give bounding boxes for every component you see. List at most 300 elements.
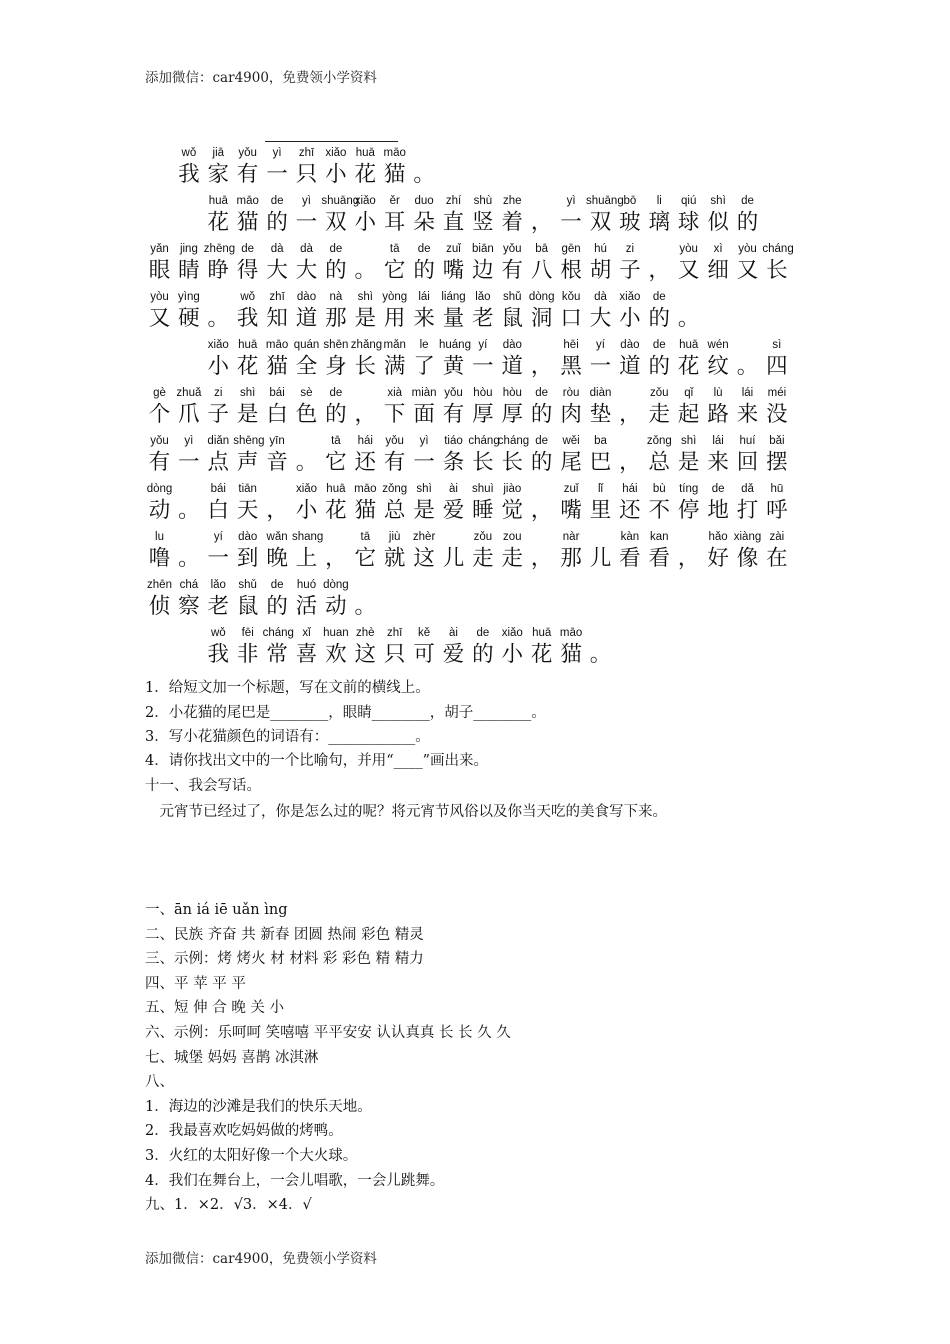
pinyin: duo [414, 195, 434, 207]
page-header: 添加微信：car4900，免费领小学资料 [145, 70, 377, 86]
char-cell [233, 482, 262, 525]
hanzi: 竖 [472, 210, 494, 235]
char-cell [204, 434, 233, 477]
pinyin: shì [416, 483, 432, 495]
hanzi: 有 [501, 258, 524, 283]
pinyin: gēn [561, 243, 581, 255]
char-cell [263, 194, 292, 237]
hanzi: 走 [501, 546, 524, 571]
char-cell [733, 482, 762, 525]
char-cell [233, 434, 265, 477]
pinyin [174, 530, 203, 545]
hanzi: 长 [501, 450, 524, 475]
pinyin: zǒng [382, 483, 408, 495]
hanzi: 大 [295, 258, 318, 283]
hanzi: 老 [472, 306, 494, 331]
char-cell [615, 290, 644, 333]
hanzi: 八 [530, 258, 553, 283]
char-cell [233, 626, 262, 669]
pinyin: dào [238, 531, 258, 543]
char-cell [439, 530, 468, 573]
hanzi: 猫 [354, 498, 377, 523]
char-cell [204, 290, 233, 333]
char-cell [321, 194, 360, 237]
hanzi: ， [530, 354, 553, 379]
hanzi: 下 [383, 402, 406, 427]
hanzi: 花 [677, 354, 700, 379]
hanzi: 根 [560, 258, 582, 283]
pinyin: zài [769, 531, 785, 543]
char-cell [351, 146, 380, 189]
char-cell [145, 482, 174, 525]
pinyin: kan [650, 531, 669, 543]
pinyin: xì [713, 243, 723, 255]
char-cell [351, 194, 380, 237]
char-cell [557, 482, 586, 525]
pinyin: xiǎo [295, 483, 318, 495]
hanzi: 花 [354, 162, 377, 187]
pinyin: zou [503, 531, 522, 543]
char-cell [468, 242, 497, 285]
char-cell [586, 194, 624, 237]
pinyin: tā [360, 531, 371, 543]
pinyin: zhèr [412, 531, 436, 543]
hanzi: 好 [707, 546, 729, 571]
pinyin: shì [681, 435, 697, 447]
char-cell [263, 482, 292, 525]
char-cell [586, 338, 615, 381]
hanzi: 双 [325, 210, 347, 235]
char-cell [557, 242, 586, 285]
pinyin: zhuǎ [176, 387, 202, 399]
hanzi: 似 [707, 210, 729, 235]
char-cell [674, 386, 703, 429]
story-row [145, 386, 795, 434]
char-cell [380, 290, 409, 333]
pinyin: huā [238, 339, 258, 351]
hanzi: 儿 [589, 546, 612, 571]
hanzi: 的 [530, 402, 553, 427]
hanzi: 用 [383, 306, 406, 331]
story-row [145, 626, 795, 674]
pinyin: huā [208, 195, 228, 207]
char-cell [145, 386, 174, 429]
hanzi: 不 [648, 498, 671, 523]
char-cell [468, 194, 497, 237]
char-cell [321, 530, 350, 573]
hanzi: 停 [677, 498, 700, 523]
pinyin [733, 338, 762, 353]
char-cell [439, 434, 468, 477]
char-cell [174, 242, 203, 285]
pinyin: kàn [620, 531, 640, 543]
pinyin [351, 242, 380, 257]
pinyin: zi [214, 387, 223, 399]
char-cell [439, 242, 468, 285]
hanzi: 小 [354, 210, 377, 235]
pinyin: shì [240, 387, 256, 399]
pinyin: zǒu [473, 531, 493, 543]
pinyin [586, 626, 615, 641]
pinyin [263, 482, 292, 497]
pinyin: tā [331, 435, 341, 447]
hanzi: 有 [148, 450, 171, 475]
hanzi: 那 [325, 306, 347, 331]
hanzi: 来 [707, 450, 729, 475]
pinyin [674, 290, 703, 305]
pinyin: yì [184, 435, 194, 447]
hanzi: 的 [472, 642, 494, 667]
hanzi: 又 [148, 306, 171, 331]
char-cell [586, 242, 615, 285]
hanzi: 小 [619, 306, 641, 331]
story-row [145, 578, 795, 626]
hanzi: 一 [178, 450, 200, 475]
pinyin: huā [326, 483, 346, 495]
char-cell [204, 146, 233, 189]
hanzi: 爱 [442, 642, 465, 667]
pinyin: yí [478, 339, 488, 351]
char-cell [204, 530, 233, 573]
hanzi: 常 [266, 642, 288, 667]
char-cell [145, 578, 174, 621]
pinyin: shuāng [321, 195, 360, 207]
char-cell [410, 434, 439, 477]
char-cell [468, 338, 497, 381]
hanzi: ， [648, 258, 671, 283]
hanzi: 肉 [560, 402, 582, 427]
hanzi: 老 [207, 594, 230, 619]
hanzi: 的 [325, 258, 347, 283]
hanzi: 小 [325, 162, 347, 187]
pinyin: shuì [472, 483, 494, 495]
pinyin: huan [323, 627, 349, 639]
pinyin: yǒu [150, 435, 169, 447]
answer-line: 八、 [145, 1074, 174, 1091]
pinyin: yòng [382, 291, 408, 303]
pinyin: shēng [233, 435, 265, 447]
hanzi: 朵 [413, 210, 435, 235]
char-cell [410, 290, 439, 333]
hanzi: 全 [295, 354, 318, 379]
pinyin: xiǎo [354, 195, 376, 207]
hanzi: 眼 [148, 258, 171, 283]
pinyin: nàr [562, 531, 580, 543]
hanzi: 动 [148, 498, 171, 523]
hanzi: 欢 [325, 642, 347, 667]
char-cell [439, 194, 468, 237]
hanzi: 道 [295, 306, 318, 331]
hanzi: 喜 [295, 642, 318, 667]
answer-line: 2．我最喜欢吃妈妈做的烤鸭。 [145, 1123, 343, 1140]
pinyin: yòu [150, 291, 169, 303]
pinyin: xià [387, 387, 403, 399]
hanzi: 觉 [501, 498, 524, 523]
hanzi: 。 [736, 354, 759, 379]
pinyin: wǒ [181, 147, 197, 159]
pinyin: xiǎo [325, 147, 347, 159]
char-cell [704, 386, 733, 429]
page-footer: 添加微信：car4900，免费领小学资料 [145, 1251, 377, 1267]
char-cell [586, 482, 615, 525]
pinyin: miàn [411, 387, 437, 399]
char-cell [645, 290, 674, 333]
char-cell [292, 434, 321, 477]
char-cell [174, 386, 203, 429]
char-cell [174, 434, 203, 477]
char-cell [292, 530, 324, 573]
pinyin [292, 434, 321, 449]
pinyin [645, 242, 674, 257]
pinyin: de [270, 579, 284, 591]
pinyin: gè [153, 387, 166, 399]
hanzi: ， [325, 546, 347, 571]
hanzi: 有 [383, 450, 406, 475]
char-cell [380, 242, 409, 285]
hanzi: 晚 [266, 546, 288, 571]
char-cell [527, 626, 556, 669]
pinyin: yòu [679, 243, 698, 255]
hanzi: 长 [766, 258, 788, 283]
char-cell [204, 578, 233, 621]
hanzi: 爪 [178, 402, 200, 427]
hanzi: ， [530, 498, 553, 523]
pinyin: chá [179, 579, 199, 591]
pinyin: zuǐ [446, 243, 461, 255]
hanzi: 大 [266, 258, 288, 283]
pinyin: huáng [439, 339, 471, 351]
char-cell [410, 626, 439, 669]
char-cell [762, 530, 791, 573]
pinyin: hēi [563, 339, 579, 351]
story-row [145, 242, 795, 290]
pinyin: sè [300, 387, 313, 399]
hanzi: 活 [295, 594, 318, 619]
answer-line: 一、ān iá iē uǎn ìng [145, 902, 288, 918]
pinyin: yì [272, 147, 282, 159]
hanzi: 的 [266, 210, 288, 235]
pinyin: dà [300, 243, 313, 255]
hanzi: 猫 [560, 642, 582, 667]
char-cell [704, 338, 733, 381]
hanzi: 璃 [648, 210, 671, 235]
hanzi: 条 [442, 450, 465, 475]
hanzi: 黄 [442, 354, 465, 379]
char-cell [351, 482, 380, 525]
hanzi: 嘴 [560, 498, 582, 523]
hanzi: 这 [354, 642, 377, 667]
hanzi: 只 [383, 642, 406, 667]
hanzi: 还 [354, 450, 377, 475]
hanzi: 子 [207, 402, 230, 427]
char-cell [468, 530, 497, 573]
hanzi: 耳 [383, 210, 406, 235]
hanzi: 看 [619, 546, 641, 571]
pinyin: kǒu [561, 291, 581, 303]
hanzi: 侦 [148, 594, 171, 619]
pinyin: cháng [762, 243, 794, 255]
char-cell [468, 434, 500, 477]
hanzi: 非 [236, 642, 259, 667]
pinyin: mǎn [383, 339, 406, 351]
pinyin: de [241, 243, 255, 255]
hanzi: 边 [472, 258, 494, 283]
pinyin: yìng [178, 291, 200, 303]
char-cell [527, 386, 556, 429]
pinyin: ài [449, 627, 458, 639]
pinyin: zǒng [646, 435, 672, 447]
pinyin: wǎn [266, 531, 288, 543]
hanzi: 这 [413, 546, 435, 571]
hanzi: 白 [207, 498, 230, 523]
pinyin: jiā [212, 147, 225, 159]
hanzi: 花 [236, 354, 259, 379]
pinyin: kě [418, 627, 431, 639]
char-cell [762, 338, 791, 381]
pinyin: xiǎo [619, 291, 641, 303]
pinyin: wǒ [210, 627, 226, 639]
pinyin: hòu [473, 387, 493, 399]
hanzi: 我 [178, 162, 200, 187]
char-cell [498, 290, 527, 333]
story-row [145, 194, 795, 242]
hanzi: 只 [295, 162, 318, 187]
hanzi: 来 [413, 306, 435, 331]
hanzi: 嘴 [442, 258, 465, 283]
hanzi: 量 [442, 306, 465, 331]
char-cell [498, 194, 527, 237]
pinyin: sì [772, 339, 782, 351]
pinyin: bō [623, 195, 637, 207]
hanzi: 细 [707, 258, 729, 283]
pinyin [527, 194, 556, 209]
char-cell [557, 338, 586, 381]
hanzi: ， [530, 210, 553, 235]
char-cell [233, 386, 262, 429]
title-blank-line [265, 141, 398, 142]
char-cell [292, 578, 321, 621]
pinyin: dòng [528, 291, 555, 303]
pinyin: xiàng [733, 531, 762, 543]
answer-line: 三、示例：烤 烤火 材 材料 彩 彩色 精 精力 [145, 951, 424, 968]
char-cell [321, 338, 350, 381]
pinyin: ba [594, 435, 607, 447]
hanzi: 。 [354, 258, 377, 283]
question-line: 4．请你找出文中的一个比喻句，并用“____”画出来。 [145, 753, 489, 769]
char-cell [263, 146, 292, 189]
hanzi: 白 [266, 402, 288, 427]
char-cell [292, 290, 321, 333]
pinyin: cháng [497, 435, 530, 447]
char-cell [233, 290, 262, 333]
pinyin: lù [713, 387, 723, 399]
char-cell [468, 386, 497, 429]
char-cell [557, 530, 586, 573]
char-cell [233, 146, 262, 189]
hanzi: 起 [677, 402, 700, 427]
char-cell [410, 194, 439, 237]
hanzi: 。 [677, 306, 700, 331]
hanzi: 走 [648, 402, 671, 427]
char-cell [410, 242, 439, 285]
pinyin: xiǎo [207, 339, 229, 351]
hanzi: 到 [236, 546, 259, 571]
hanzi: 来 [736, 402, 759, 427]
pinyin: de [741, 195, 754, 207]
pinyin: tā [389, 243, 400, 255]
hanzi: 小 [501, 642, 524, 667]
pinyin: jiù [388, 531, 401, 543]
pinyin: yǎn [150, 243, 169, 255]
char-cell [174, 482, 203, 525]
pinyin: dào [502, 339, 522, 351]
char-cell [233, 338, 262, 381]
pinyin: hái [622, 483, 638, 495]
hanzi: 声 [236, 450, 259, 475]
story-row [145, 530, 795, 578]
char-cell [263, 338, 292, 381]
char-cell [615, 434, 644, 477]
answer-line: 二、民族 齐奋 共 新春 团圆 热闹 彩色 精灵 [145, 926, 424, 943]
pinyin: hú [594, 243, 607, 255]
char-cell [586, 530, 615, 573]
answer-line: 1．海边的沙滩是我们的快乐天地。 [145, 1098, 372, 1115]
char-cell [263, 386, 292, 429]
answer-line: 五、短 伸 合 晚 关 小 [145, 1000, 285, 1017]
pinyin: lu [155, 531, 164, 543]
hanzi: 小 [207, 354, 230, 379]
char-cell [410, 146, 439, 189]
char-cell [468, 290, 497, 333]
char-cell [468, 482, 497, 525]
char-cell [762, 242, 794, 285]
char-cell [615, 242, 644, 285]
hanzi: 知 [266, 306, 288, 331]
pinyin: wén [707, 339, 729, 351]
pinyin: zhēn [147, 579, 172, 591]
char-cell [292, 482, 321, 525]
hanzi: 是 [413, 498, 435, 523]
char-cell [351, 626, 380, 669]
pinyin: dòng [146, 483, 173, 495]
pinyin: yǒu [503, 243, 522, 255]
question-line: 3．写小花猫颜色的词语有：____________。 [145, 729, 430, 745]
pinyin: ài [449, 483, 458, 495]
char-cell [498, 530, 527, 573]
hanzi: 是 [236, 402, 259, 427]
pinyin: lái [418, 291, 430, 303]
pinyin: lái [741, 387, 754, 399]
char-cell [321, 386, 350, 429]
hanzi: 道 [501, 354, 524, 379]
pinyin: huā [532, 627, 552, 639]
char-cell [733, 194, 762, 237]
pinyin: de [417, 243, 431, 255]
question-line: 元宵节已经过了，你是怎么过的呢？将元宵节风俗以及你当天吃的美食写下来。 [145, 804, 667, 820]
hanzi: 猫 [236, 210, 259, 235]
pinyin: li [656, 195, 662, 207]
hanzi: 纹 [707, 354, 729, 379]
hanzi: 走 [472, 546, 494, 571]
answer-line: 九、1．×2．√3．×4．√ [145, 1197, 312, 1214]
char-cell [204, 194, 233, 237]
hanzi: ， [619, 402, 641, 427]
pinyin: cháng [468, 435, 500, 447]
pinyin: shǔ [238, 579, 257, 591]
hanzi: 直 [442, 210, 465, 235]
pinyin-story [145, 146, 795, 674]
hanzi: 点 [207, 450, 230, 475]
